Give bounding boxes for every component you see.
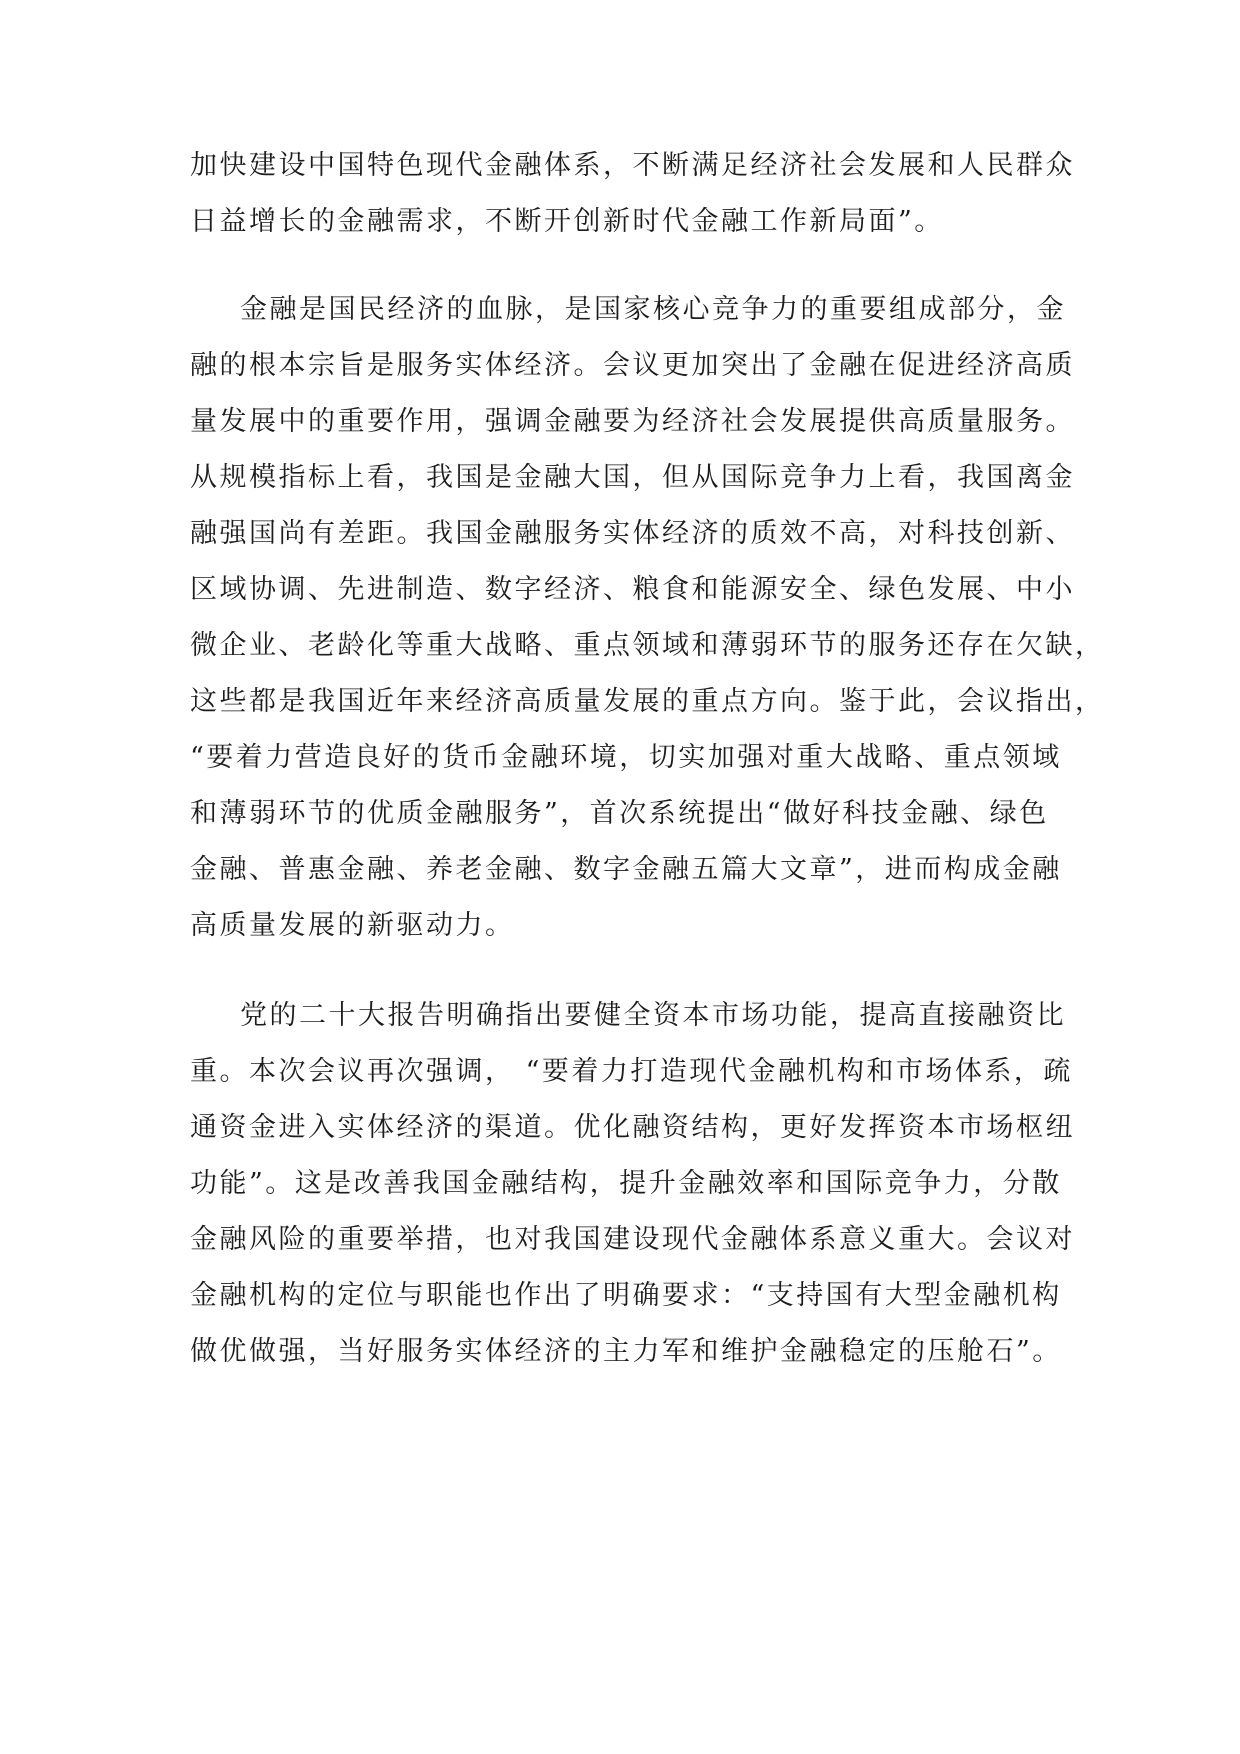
paragraph-2-line-12: 高质量发展的新驱动力。: [190, 910, 515, 941]
paragraph-3-line-6: 金融机构的定位与职能也作出了明确要求：“支持国有大型金融机构: [190, 1280, 1062, 1311]
paragraph-3-line-1: 党的二十大报告明确指出要健全资本市场功能，提高直接融资比: [240, 1000, 1066, 1031]
paragraph-3-line-3: 通资金进入实体经济的渠道。优化融资结构，更好发挥资本市场枢纽: [190, 1112, 1075, 1143]
paragraph-3-line-5: 金融风险的重要举措，也对我国建设现代金融体系意义重大。会议对: [190, 1224, 1075, 1255]
paragraph-2-line-2: 融的根本宗旨是服务实体经济。会议更加突出了金融在促进经济高质: [190, 350, 1075, 381]
paragraph-2-line-9: “要着力营造良好的货币金融环境，切实加强对重大战略、重点领域: [190, 742, 1062, 773]
paragraph-2-line-7: 微企业、老龄化等重大战略、重点领域和薄弱环节的服务还存在欠缺，: [190, 630, 1105, 661]
paragraph-1-line-1: 加快建设中国特色现代金融体系，不断满足经济社会发展和人民群众: [190, 150, 1075, 181]
paragraph-3-line-7: 做优做强，当好服务实体经济的主力军和维护金融稳定的压舱石”。: [190, 1336, 1062, 1367]
paragraph-2-line-1: 金融是国民经济的血脉，是国家核心竞争力的重要组成部分，金: [240, 294, 1066, 325]
paragraph-1-line-2: 日益增长的金融需求，不断开创新时代金融工作新局面”。: [190, 206, 944, 237]
paragraph-2-line-6: 区域协调、先进制造、数字经济、粮食和能源安全、绿色发展、中小: [190, 574, 1075, 605]
paragraph-2-line-3: 量发展中的重要作用，强调金融要为经济社会发展提供高质量服务。: [190, 406, 1075, 437]
paragraph-2-line-10: 和薄弱环节的优质金融服务”，首次系统提出“做好科技金融、绿色: [190, 798, 1049, 829]
paragraph-2-line-11: 金融、普惠金融、养老金融、数字金融五篇大文章”，进而构成金融: [190, 854, 1062, 885]
paragraph-2-line-5: 融强国尚有差距。我国金融服务实体经济的质效不高，对科技创新、: [190, 518, 1075, 549]
paragraph-3-line-2: 重。本次会议再次强调， “要着力打造现代金融机构和市场体系，疏: [190, 1056, 1073, 1087]
paragraph-3-line-4: 功能”。这是改善我国金融结构，提升金融效率和国际竞争力，分散: [190, 1168, 1062, 1199]
paragraph-2-line-8: 这些都是我国近年来经济高质量发展的重点方向。鉴于此，会议指出，: [190, 686, 1105, 717]
paragraph-2-line-4: 从规模指标上看，我国是金融大国，但从国际竞争力上看，我国离金: [190, 462, 1075, 493]
